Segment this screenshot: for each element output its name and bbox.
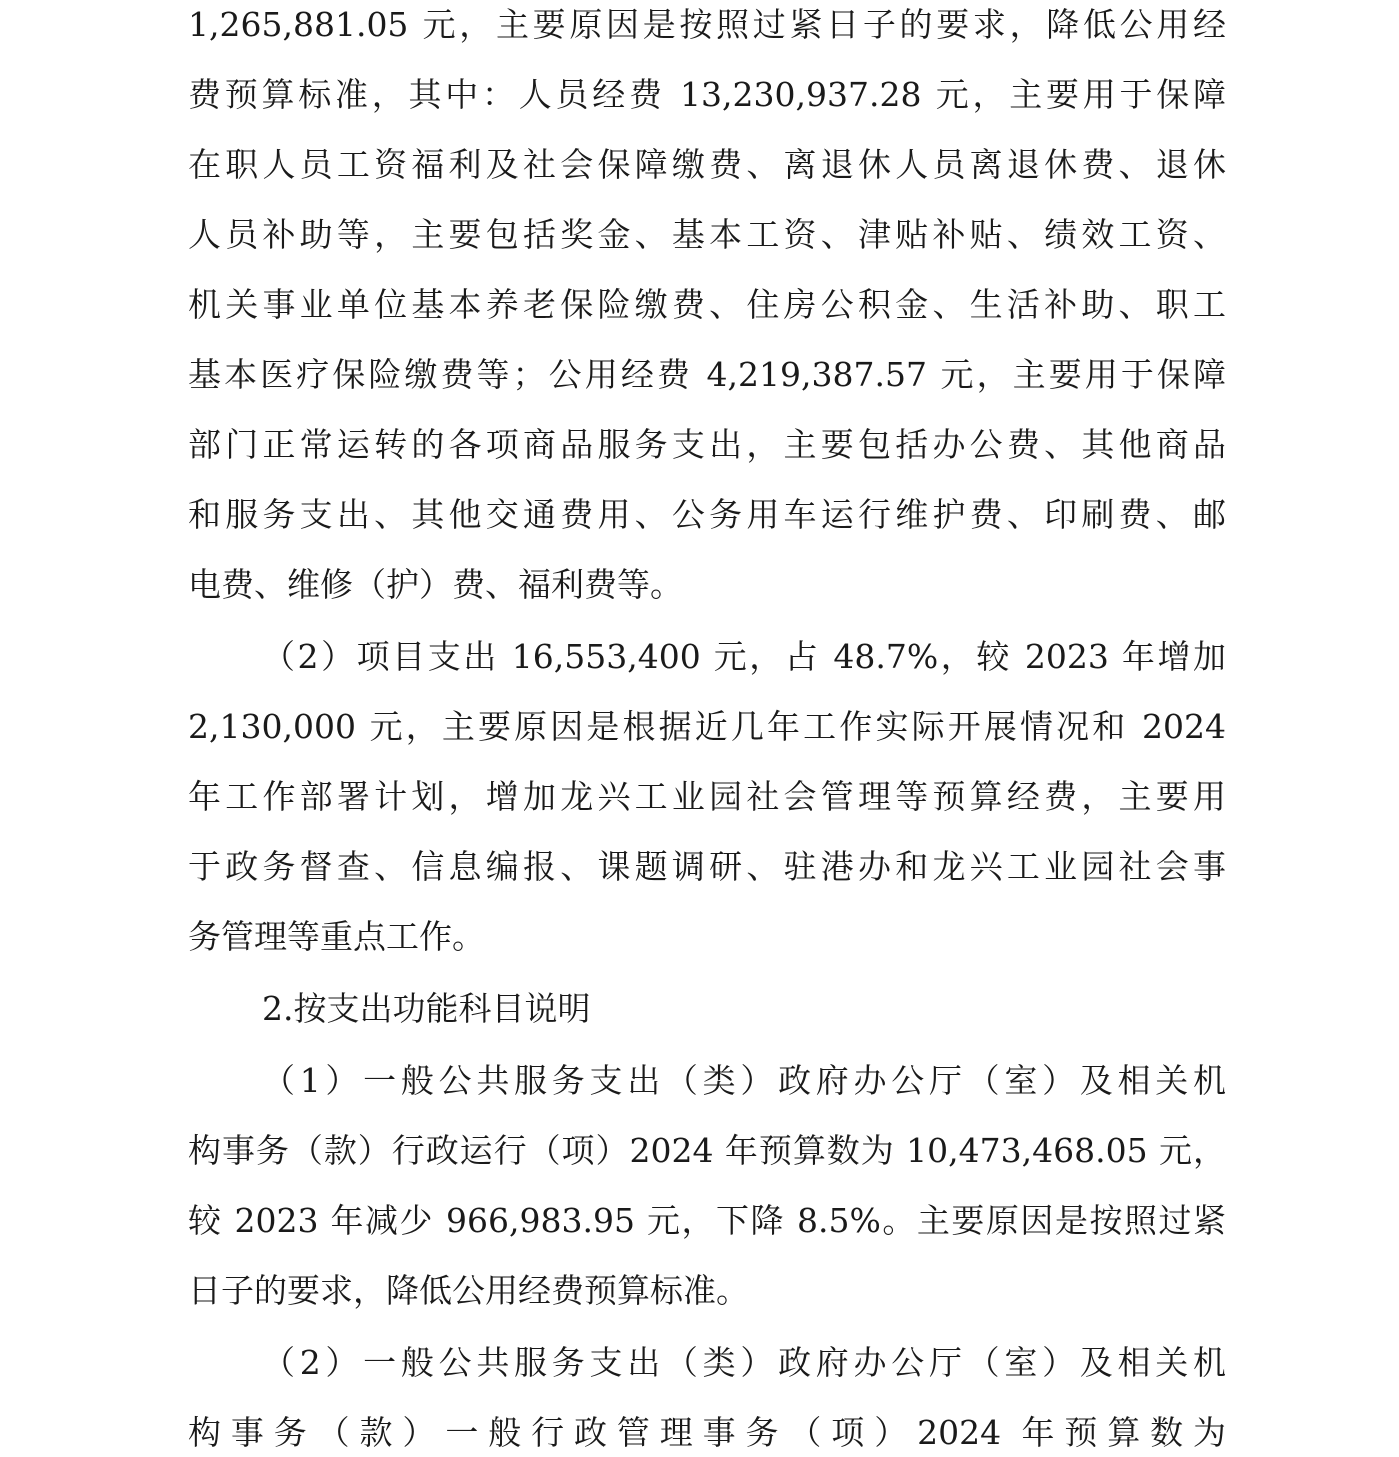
text-line: 人员补助等，主要包括奖金、基本工资、津贴补贴、绩效工资、 xyxy=(188,215,1226,254)
text-line: （1）一般公共服务支出（类）政府办公厅（室）及相关机 xyxy=(262,1061,1226,1100)
text-line: 电费、维修（护）费、福利费等。 xyxy=(188,565,683,604)
text-line: 于政务督查、信息编报、课题调研、驻港办和龙兴工业园社会事 xyxy=(188,847,1226,886)
text-line: 费预算标准，其中：人员经费 13,230,937.28 元，主要用于保障 xyxy=(188,75,1226,114)
text-line: 年工作部署计划，增加龙兴工业园社会管理等预算经费，主要用 xyxy=(188,777,1226,816)
section-heading: 2.按支出功能科目说明 xyxy=(262,989,591,1028)
text-line: 构事务（款）一般行政管理事务（项）2024 年预算数为 xyxy=(188,1413,1226,1452)
text-line: 较 2023 年减少 966,983.95 元，下降 8.5%。主要原因是按照过紧 xyxy=(188,1201,1226,1240)
text-line: 2,130,000 元，主要原因是根据近几年工作实际开展情况和 2024 xyxy=(188,707,1226,746)
text-line: 基本医疗保险缴费等；公用经费 4,219,387.57 元，主要用于保障 xyxy=(188,355,1226,394)
text-line: （2）一般公共服务支出（类）政府办公厅（室）及相关机 xyxy=(262,1343,1226,1382)
text-line: 部门正常运转的各项商品服务支出，主要包括办公费、其他商品 xyxy=(188,425,1226,464)
text-line: 构事务（款）行政运行（项）2024 年预算数为 10,473,468.05 元， xyxy=(188,1131,1226,1170)
text-line: 在职人员工资福利及社会保障缴费、离退休人员离退休费、退休 xyxy=(188,145,1226,184)
text-line: 机关事业单位基本养老保险缴费、住房公积金、生活补助、职工 xyxy=(188,285,1226,324)
text-line: 和服务支出、其他交通费用、公务用车运行维护费、印刷费、邮 xyxy=(188,495,1226,534)
text-line: （2）项目支出 16,553,400 元，占 48.7%，较 2023 年增加 xyxy=(262,637,1226,676)
text-line: 1,265,881.05 元，主要原因是按照过紧日子的要求，降低公用经 xyxy=(188,5,1226,44)
text-line: 务管理等重点工作。 xyxy=(188,917,485,956)
text-line: 日子的要求，降低公用经费预算标准。 xyxy=(188,1271,749,1310)
